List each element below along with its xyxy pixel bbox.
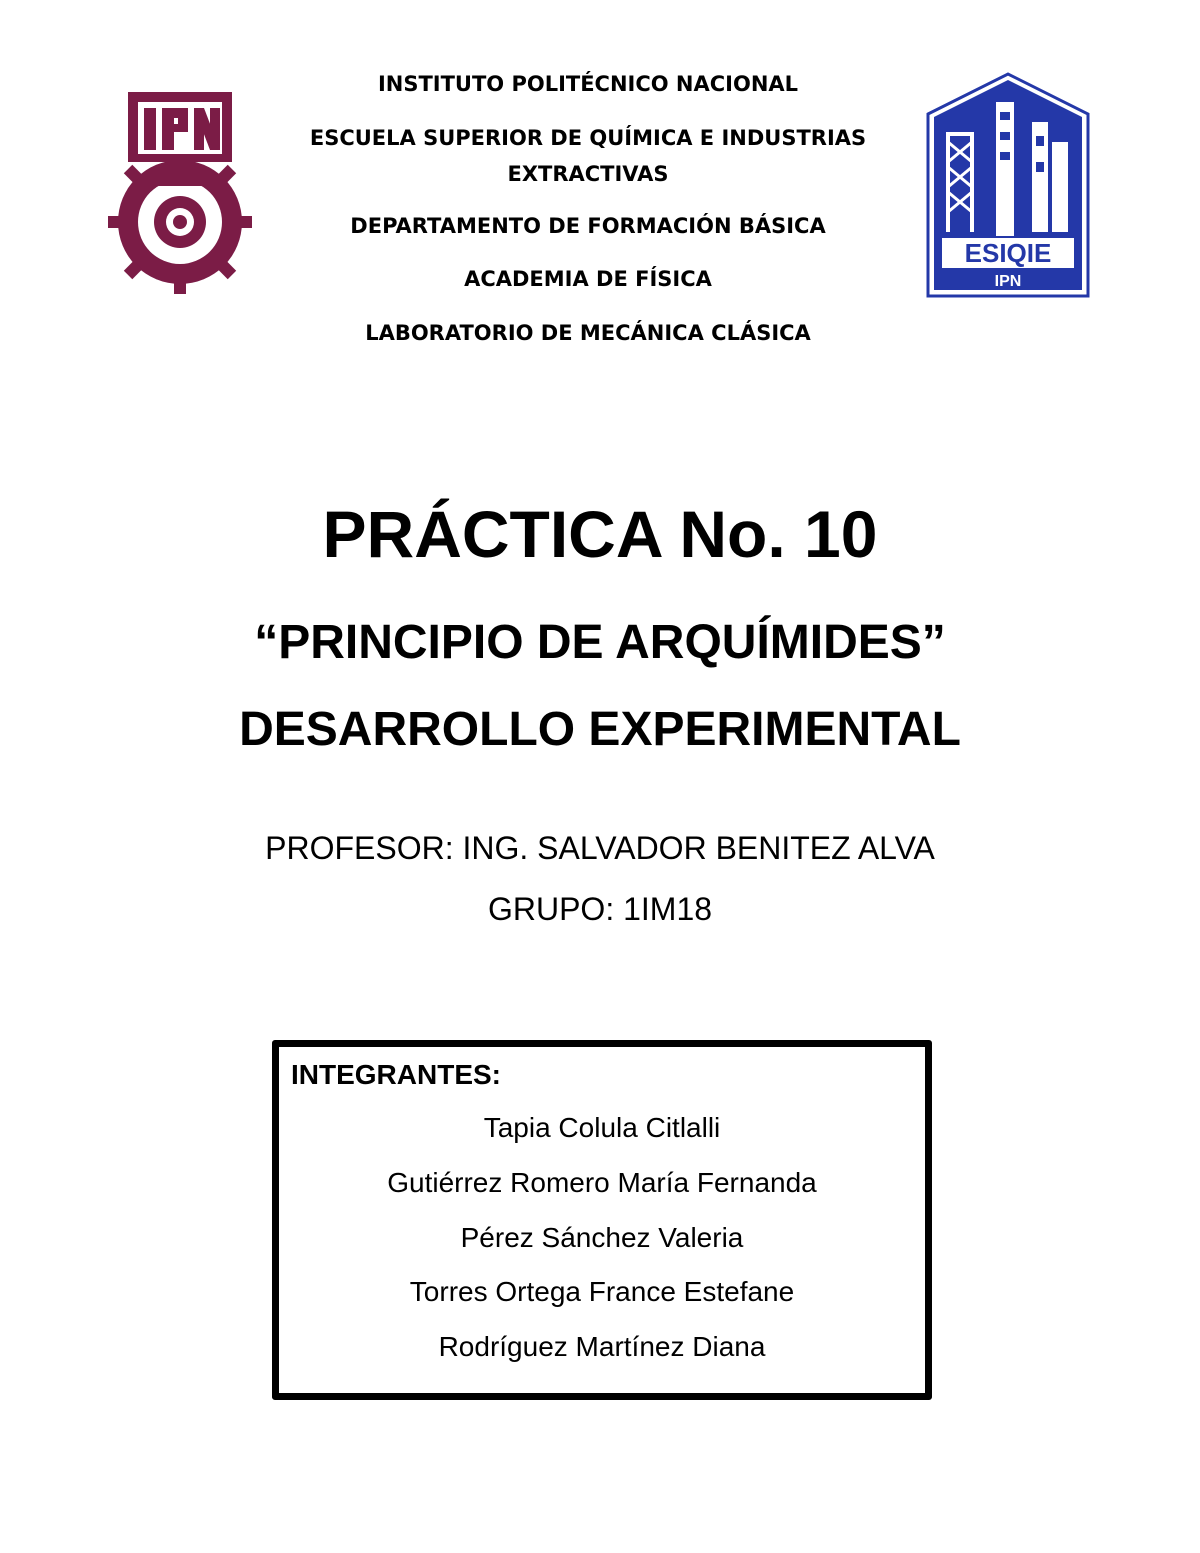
members-box xyxy=(272,1040,932,1400)
professor-line: PROFESOR: ING. SALVADOR BENITEZ ALVA xyxy=(265,830,935,866)
ipn-logo xyxy=(106,82,254,296)
member-name: Gutiérrez Romero María Fernanda xyxy=(387,1167,817,1198)
institute-name: INSTITUTO POLITÉCNICO NACIONAL xyxy=(377,72,799,96)
member-name: Tapia Colula Citlalli xyxy=(483,1112,721,1143)
esiqie-logo-ipn-text: IPN xyxy=(994,273,1022,290)
academy-name: ACADEMIA DE FÍSICA xyxy=(464,267,712,291)
department-name: DEPARTAMENTO DE FORMACIÓN BÁSICA xyxy=(350,214,826,238)
practice-title: PRÁCTICA No. 10 xyxy=(322,497,878,571)
member-name: Pérez Sánchez Valeria xyxy=(460,1222,744,1253)
esiqie-logo xyxy=(926,72,1090,298)
school-name: ESCUELA SUPERIOR DE QUÍMICA E INDUSTRIAS EXTRACTIVAS xyxy=(309,126,867,186)
esiqie-logo-text: ESIQIE xyxy=(964,238,1052,268)
member-name: Rodríguez Martínez Diana xyxy=(438,1331,766,1362)
member-name: Torres Ortega France Estefane xyxy=(409,1276,795,1307)
practice-section: DESARROLLO EXPERIMENTAL xyxy=(239,703,961,756)
laboratory-name: LABORATORIO DE MECÁNICA CLÁSICA xyxy=(365,321,811,345)
practice-topic: “PRINCIPIO DE ARQUÍMIDES” xyxy=(254,616,946,669)
members-label: INTEGRANTES: xyxy=(291,1059,501,1090)
group-line: GRUPO: 1IM18 xyxy=(487,891,713,927)
